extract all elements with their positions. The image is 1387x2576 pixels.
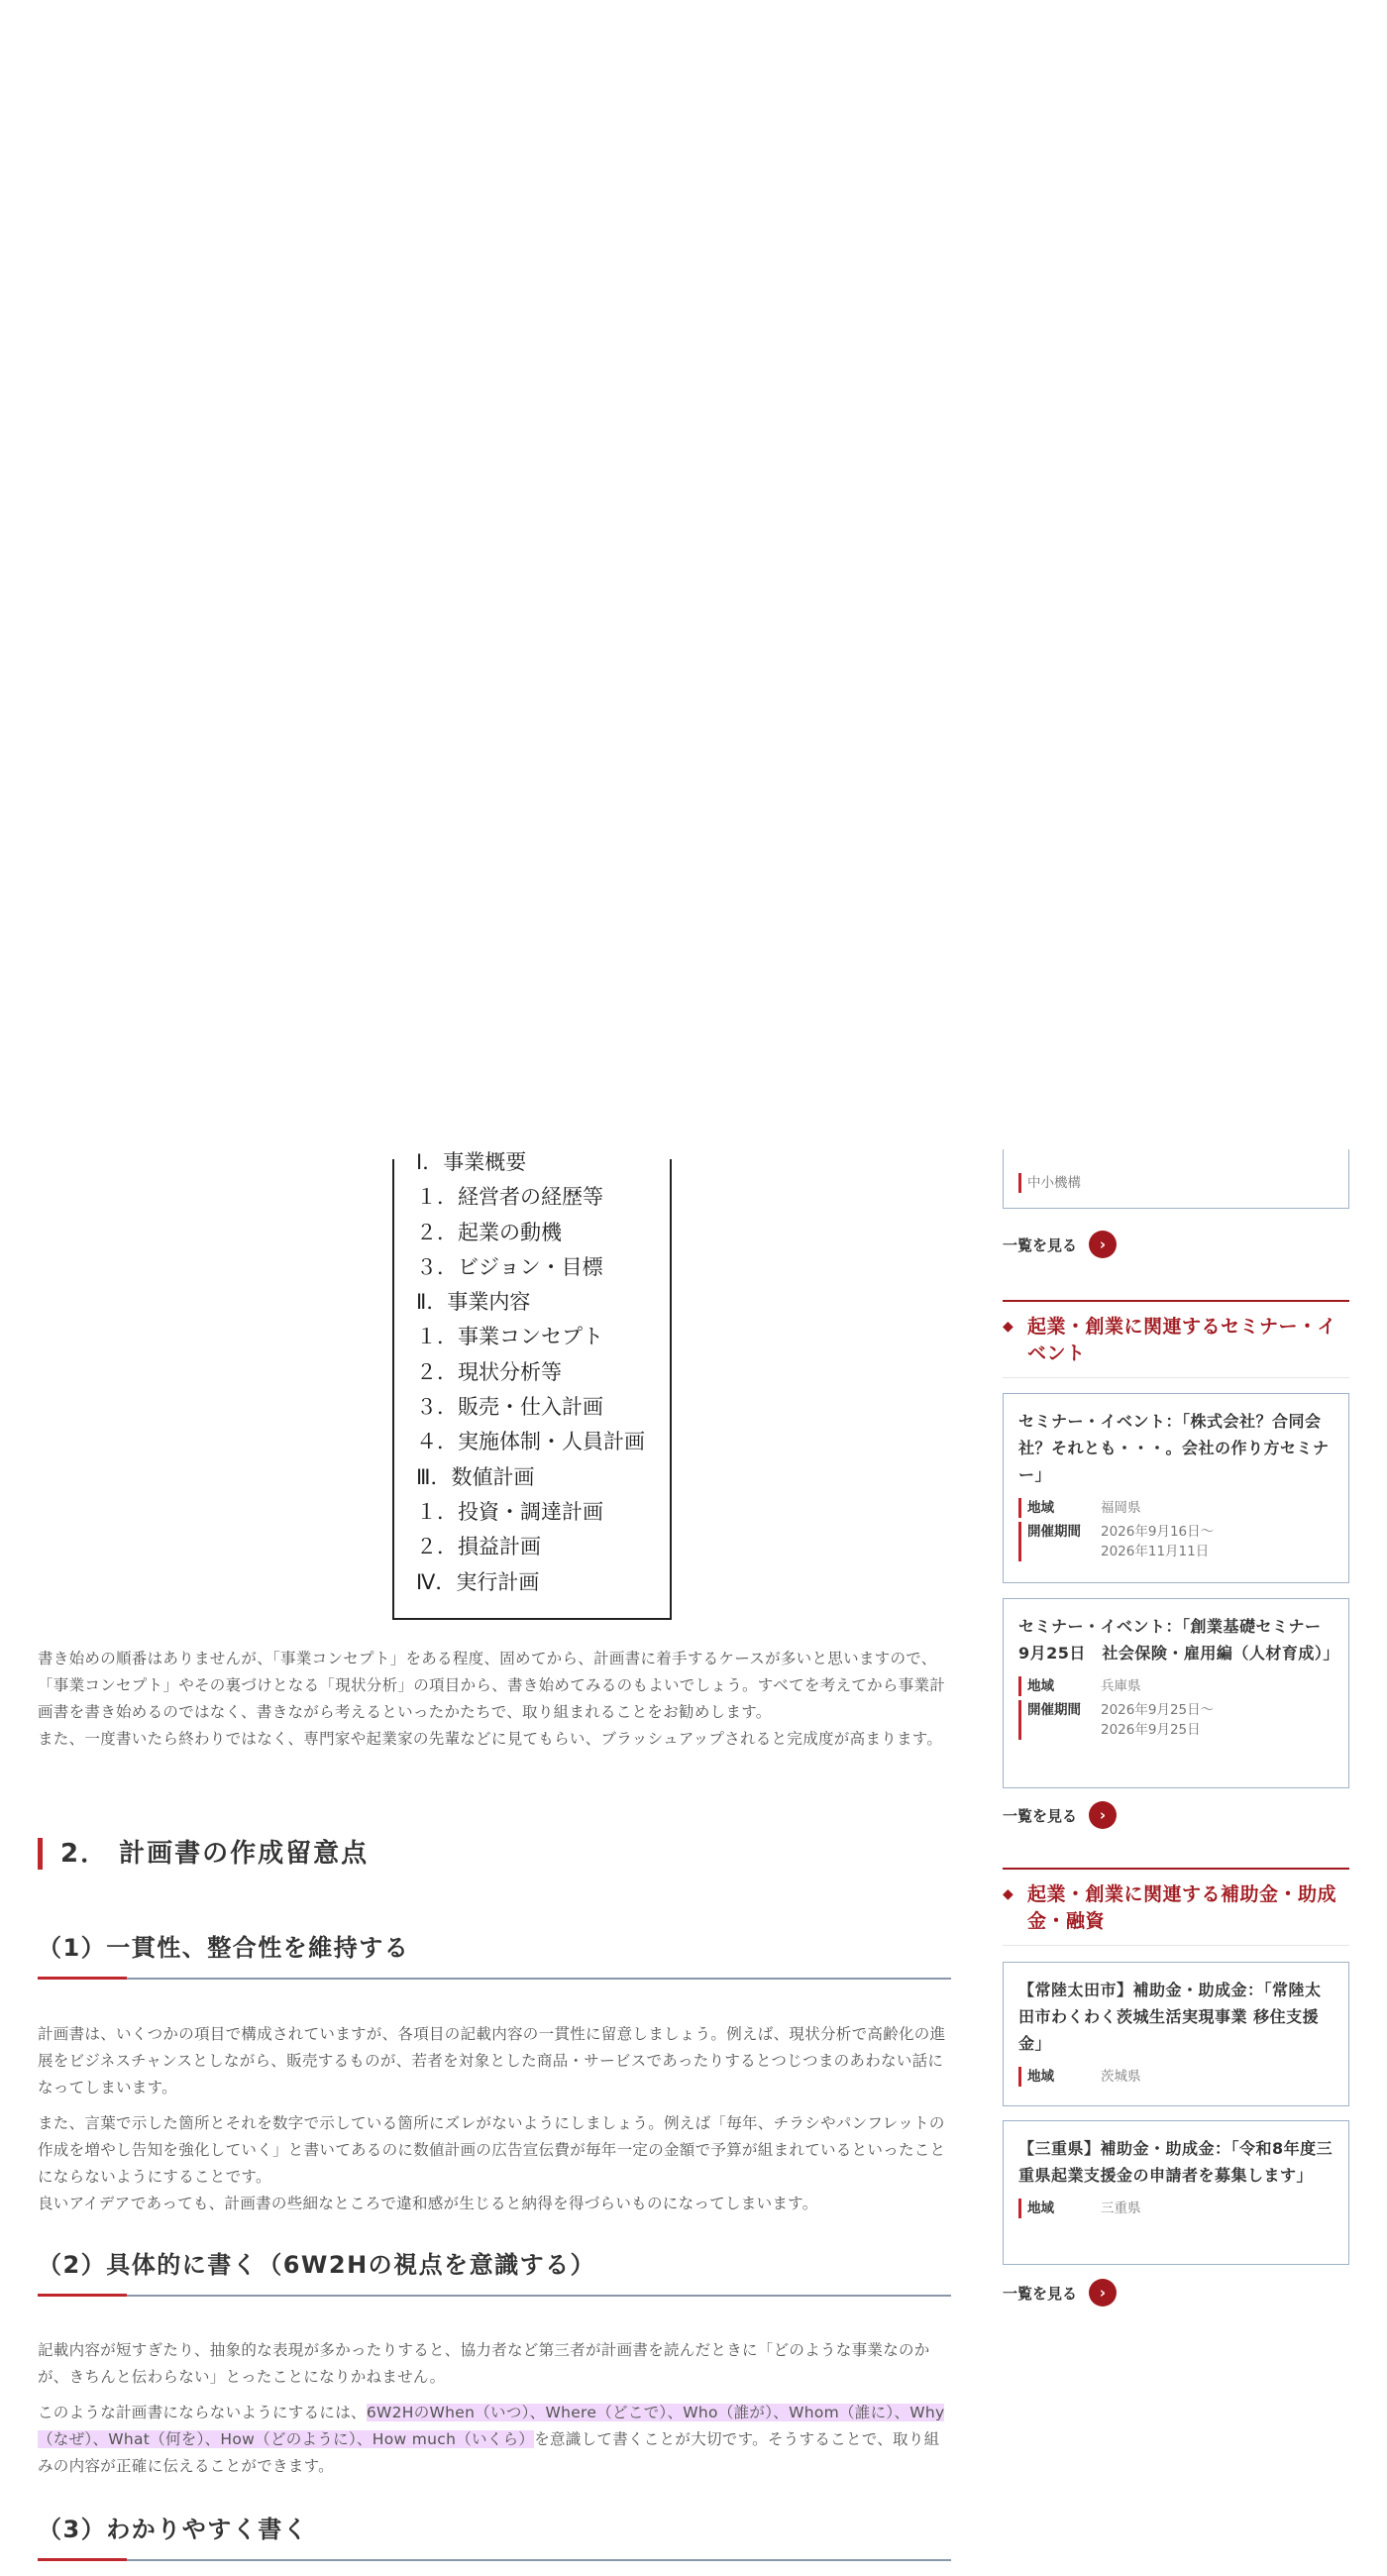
outline-item: ２．現状分析等 bbox=[416, 1359, 562, 1384]
period-label: 開催期間 bbox=[1018, 1522, 1101, 1561]
chevron-right-icon: › bbox=[1089, 1231, 1117, 1258]
outline-item: １．投資・調達計画 bbox=[416, 1499, 603, 1524]
org-label: 中小機構 bbox=[1018, 1173, 1081, 1193]
subsection-1-title: （1）一貫性、整合性を維持する bbox=[38, 1934, 410, 1962]
region-value: 福岡県 bbox=[1101, 1500, 1141, 1516]
region-value: 兵庫県 bbox=[1101, 1678, 1141, 1694]
chevron-right-icon: › bbox=[1089, 1801, 1117, 1829]
diamond-icon: ◆ bbox=[1003, 1319, 1014, 1335]
subsidy-section-title: 起業・創業に関連する補助金・助成金・融資 bbox=[1027, 1883, 1337, 1932]
subsection-2-body bbox=[38, 2337, 951, 2480]
region-label: 地域 bbox=[1018, 2199, 1101, 2218]
outline-item: Ⅲ．数値計画 bbox=[416, 1464, 535, 1489]
view-all-label: 一覧を見る bbox=[1003, 1806, 1078, 1825]
subsidy-section-heading bbox=[1003, 1868, 1349, 1946]
subsection-2-title: （2）具体的に書く（6W2Hの視点を意識する） bbox=[38, 2251, 596, 2279]
subsection-divider bbox=[38, 2295, 951, 2297]
subsidy-card[interactable] bbox=[1003, 2120, 1349, 2265]
subsidy-card-title: 【常陸太田市】補助金・助成金：「常陸太田市わくわく茨城生活実現事業 移住支援金」 bbox=[1018, 1981, 1322, 2053]
subsection-1-paragraph-3: 良いアイデアであっても、計画書の些細なところで違和感が生じると納得を得づらいものになってしまいます。 bbox=[38, 2195, 818, 2212]
view-all-label: 一覧を見る bbox=[1003, 2284, 1078, 2303]
outline-item: Ⅰ．事業概要 bbox=[416, 1150, 527, 1174]
seminar-card[interactable] bbox=[1003, 1598, 1349, 1788]
region-label: 地域 bbox=[1018, 1498, 1101, 1518]
seminar-section-title: 起業・創業に関連するセミナー・イベント bbox=[1027, 1316, 1337, 1364]
period-value: 2026年9月16日〜 2026年11月11日 bbox=[1101, 1524, 1215, 1559]
intro-paragraph-2: また、一度書いたら終わりではなく、専門家や起業家の先輩などに見てもらい、ブラッシュアップされると完成度が高まります。 bbox=[38, 1730, 943, 1748]
outline-item: ４．実施体制・人員計画 bbox=[416, 1430, 645, 1454]
region-label: 地域 bbox=[1018, 1676, 1101, 1696]
seminar-card-title: セミナー・イベント：「創業基礎セミナー 9月25日 社会保険・雇用編（人材育成）」 bbox=[1018, 1617, 1339, 1663]
outline-item: ３．販売・仕入計画 bbox=[416, 1395, 603, 1420]
seminar-period bbox=[1018, 1522, 1334, 1561]
seminar-section-heading bbox=[1003, 1300, 1349, 1378]
subsidy-card-title: 【三重県】補助金・助成金：「令和8年度三重県起業支援金の申請者を募集します」 bbox=[1018, 2139, 1334, 2185]
subsection-1-paragraph-2: また、言葉で示した箇所とそれを数字で示している箇所にズレがないようにしましょう。例えば「毎年、チラシやパンフレットの作成を増やし告知を強化していく」と書いてあるのに数値計画の広告宣伝費が毎年一定の金額で予算が組まれているといったことにならないようにすることです。 bbox=[38, 2114, 946, 2186]
diamond-icon: ◆ bbox=[1003, 1886, 1014, 1902]
seminar-period bbox=[1018, 1700, 1334, 1740]
paragraph-text: このような計画書にならないようにするには、 bbox=[38, 2404, 367, 2421]
seminar-card-title: セミナー・イベント：「株式会社？合同会社？それとも・・・。会社の作り方セミナー」 bbox=[1018, 1412, 1330, 1484]
subsection-2 bbox=[38, 2249, 951, 2297]
subsection-3 bbox=[38, 2514, 951, 2561]
subsection-1-body bbox=[38, 2021, 951, 2217]
subsection-divider bbox=[38, 1978, 951, 1980]
period-label: 開催期間 bbox=[1018, 1700, 1101, 1740]
outline-item: ２．起業の動機 bbox=[416, 1220, 562, 1244]
seminar-card[interactable] bbox=[1003, 1393, 1349, 1583]
subsection-2-paragraph-1: 記載内容が短すぎたり、抽象的な表現が多かったりすると、協力者など第三者が計画書を読んだときに「どのような事業なのかが、きちんと伝わらない」とったことになりかねません。 bbox=[38, 2341, 930, 2386]
intro-text bbox=[38, 1646, 951, 1753]
view-all-link[interactable] bbox=[1003, 1231, 1117, 1258]
highlighted-6w2h-text: 6W2HのWhen（いつ）、Where（どこで）、Who（誰が）、Whom（誰に）、Why（なぜ）、What（何を）、How（どのように）、How much（いくら） bbox=[38, 2404, 945, 2448]
paragraph-text: を意識して書くことが大切です。そうすることで、取り組みの内容が正確に伝えることができます。 bbox=[38, 2430, 940, 2475]
seminar-region bbox=[1018, 1676, 1334, 1696]
subsidy-card[interactable] bbox=[1003, 1962, 1349, 2106]
news-card[interactable] bbox=[1003, 1149, 1349, 1209]
outline-item: Ⅱ．事業内容 bbox=[416, 1290, 531, 1315]
outline-item: ３．ビジョン・目標 bbox=[416, 1254, 603, 1279]
period-value: 2026年9月25日〜 2026年9月25日 bbox=[1101, 1702, 1215, 1738]
region-value: 茨城県 bbox=[1101, 2069, 1141, 2085]
outline-item: Ⅳ．実行計画 bbox=[416, 1569, 540, 1594]
subsection-1-paragraph-1: 計画書は、いくつかの項目で構成されていますが、各項目の記載内容の一貫性に留意しましょう。例えば、現状分析で高齢化の進展をビジネスチャンスとしながら、販売するものが、若者を対象とした商品・サービスであったりするとつじつまのあわない話になってしまいます。 bbox=[38, 2025, 946, 2096]
view-all-link[interactable] bbox=[1003, 2279, 1117, 2307]
subsection-divider bbox=[38, 2559, 951, 2561]
outline-item: １．事業コンセプト bbox=[416, 1325, 603, 1349]
chevron-right-icon: › bbox=[1089, 2279, 1117, 2307]
subsection-3-title: （3）わかりやすく書く bbox=[38, 2516, 309, 2543]
region-label: 地域 bbox=[1018, 2067, 1101, 2087]
plan-outline-list bbox=[394, 1145, 645, 1600]
outline-item: ２．損益計画 bbox=[416, 1535, 541, 1559]
subsection-1 bbox=[38, 1932, 951, 1980]
subsidy-region bbox=[1018, 2199, 1334, 2218]
subsidy-region bbox=[1018, 2067, 1334, 2087]
card-org bbox=[1018, 1173, 1081, 1193]
view-all-link[interactable] bbox=[1003, 1801, 1117, 1829]
view-all-label: 一覧を見る bbox=[1003, 1235, 1078, 1254]
subsection-2-paragraph-2 bbox=[38, 2400, 951, 2480]
section-heading-2: 2． 計画書の作成留意点 bbox=[38, 1838, 369, 1870]
outline-item: １．経営者の経歴等 bbox=[416, 1185, 603, 1210]
region-value: 三重県 bbox=[1101, 2200, 1141, 2216]
seminar-region bbox=[1018, 1498, 1334, 1518]
plan-outline-box bbox=[392, 1150, 672, 1620]
intro-paragraph-1: 書き始めの順番はありませんが、「事業コンセプト」をある程度、固めてから、計画書に着手するケースが多いと思いますので、「事業コンセプト」やその裏づけとなる「現状分析」の項目から、書き始めてみるのもよいでしょう。すべてを考えてから事業計画書を書き始めるのではなく、書きながら考えるといったかたちで、取り組まれることをお勧めします。 bbox=[38, 1650, 946, 1721]
